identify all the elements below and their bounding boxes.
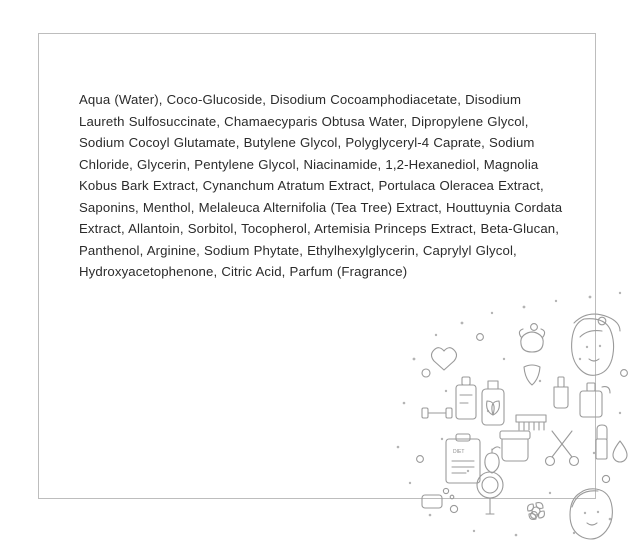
lipstick-icon [596, 425, 607, 459]
ingredients-text: Aqua (Water), Coco-Glucoside, Disodium Cocoamphodiacetate, Disodium Laureth Sulfosuccinate, Chamaecyparis Obtusa Water, Dipropylene Glycol, Sodium Cocoyl Glutamate, Butylene Glycol, Polyglyceryl-4 Caprate, Sodium Chloride, Glycerin, Pentylene Glycol, Niacinamide, 1,2-Hexanediol, Magnolia Kobus Bark Extract, Cynanchum Atratum Extract, Portulaca Oleracea Extract, Saponins, Menthol, Melaleuca Alternifolia (Tea Tree) Extract, Houttuynia Cordata Extract, Allantoin, Sorbitol, Tocopherol, Artemisia Princeps Extract, Beta-Glucan, Panthenol, Arginine, Sodium Phytate, Ethylhexylglycerin, Caprylyl Glycol, Hydroxyacetophenone, Citric Acid, Parfum (Fragrance) [79, 92, 563, 280]
diet-note-label: DIET [453, 449, 465, 455]
ingredients-panel [38, 33, 596, 499]
flower-icon [528, 503, 545, 520]
water-drop-icon [613, 441, 627, 462]
